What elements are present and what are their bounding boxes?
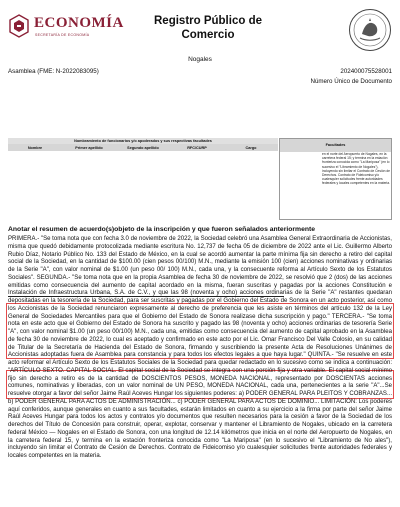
logo-text: ECONOMÍA	[34, 15, 124, 31]
section-title: Anotar el resumen de acuerdo(s)objeto de la inscripción y que fueron señalados anteriormente	[8, 226, 316, 233]
title-line-1: Registro Público de	[154, 15, 262, 27]
column-header: Segundo apellido	[127, 145, 159, 150]
document-number: 202400075528001	[340, 68, 392, 75]
logo-subtitle: SECRETARÍA DE ECONOMÍA	[35, 33, 90, 37]
page-title	[140, 14, 276, 42]
title-line-2: Comercio	[181, 29, 235, 41]
column-header: Facultades	[280, 139, 391, 152]
faculties-cell-text: en el norte del Aeropuerto de Nogales, en la carretera federal 15; y termina en la estación fronteriza conocida como "La Mariposa" (en lo sucesivo el "Libramiento de Nogales"), incluyendo sin limitar el Contrato de Cesión de Derechos. Contrato de Fideicomiso y/o cualesquier solicitudes frente autoridades federales y locales competentes en la materia.	[322, 152, 390, 186]
appointments-table-header	[8, 144, 278, 151]
economia-logo	[8, 10, 138, 46]
economia-emblem-icon	[8, 14, 30, 38]
document-number-label: Número Único de Documento	[310, 78, 392, 85]
assembly-reference: Asamblea (FME: N-2022083095)	[8, 68, 99, 75]
column-header: RFC/CURP	[187, 145, 207, 150]
resolution-body-text: PRIMERA.- "Se toma nota que con fecha 3.0 de noviembre de 2022, la Sociedad celebró una Asamblea General Extraordinaria de Accionistas, misma que quedó debidamente protocolizada mediante escritura No. 12,737 de fecha 05 de diciembre de 2022 ante el Lic. Guillermo Alberto Rubio Díaz, Notario Público No. 133 del Estado de México, en la cual se acordó aumentar la parte mínima fija sin derecho a retiro del capital social de la Sociedad, en la cantidad de $100.00 (cien pesos 00/100) M.N., mediante la emisión 100 (cien) acciones nominativas y ordinarias de la Serie "A", con valor nominal de $1.00 (un peso 00/ 100) M.N., cada una, y la consecuente reforma al Artículo Sexto de los Estatutos Sociales". SEGUNDA.- "Se toma nota que en la propia Asamblea de fecha 30 de noviembre de 2022, se resolvió que 2 (dos) de las acciones emitidas como consecuencia del aumento de capital acordado en la misma, fueran suscritas y pagadas por la acciones Constitución e Instalación de Infraestructura Urbana, S.A. de C.V., y que las 98 (noventa y ocho) acciones ordinarias de la Serie "A" restantes quedaran depositadas en la tesorería de la Sociedad, para ser suscritas y pagadas por el Gobierno del Estado de Sonora en un acto posterior, así como los Accionistas de la Sociedad renunciaron expresamente al derecho de preferencia que les asiste en términos del artículo 132 de la Ley General de Sociedades Mercantiles para que el Gobierno del Estado de Sonora realizase dicha suscripción y pago." TERCERA.- "Se toma nota en este acto que el Gobierno del Estado de Sonora ha suscrito y pagado las 98 (noventa y ocho) acciones ordinarias de tesorería Serie "A", con valor nominal $1.00 (un peso 00/100) M.N., cada una, emitidas como consecuencia del aumento de capital aprobado en la Asamblea de fecha 30 de noviembre de 2022, lo cual es aceptado y confirmado en este acto por el Lic. Omar Francisco Del Valle Colosio, en su calidad de Titular de la Secretaría de Hacienda del Estado de Sonora, firmando y suscribiendo la presente Acta de Resoluciones Unánimes de Accionistas adoptadas fuera de Asamblea para constancia y para todos los efectos legales a que haya lugar." QUINTA.- "Se resuelve en este acto reformar el Artículo Sexto de los Estatutos Sociales de la Sociedad para quedar redactado en lo sucesivo como se indica a continuación: "ARTÍCULO SEXTO. CAPITAL SOCIAL. El capital social de la Sociedad se integra con una porción fija y otra variable. El capital social mínimo fijo sin derecho a retiro es de la cantidad de DOSCIENTOS PESOS, MONEDA NACIONAL, representado por DOSCIENTAS acciones comunes, nominativas y liberadas, con un valor nominal de UN PESO, MONEDA NACIONAL, cada una, pertenecientes a la serie "A"...Se resuelve otorgar a favor del señor Jaime Raúl Aceves Hungar los siguientes poderes: a) PODER GENERAL PARA PLEITOS Y COBRANZAS... b) PODER GENERAL PARA ACTOS DE ADMINISTRACIÓN... c) PODER GENERAL PARA ACTOS DE DOMINIO... LIMITACIÓN: Los poderes aquí conferidos, aunque generales en cuanto a sus facultades, estarán limitados en cuanto a su ejercicio a la firma por parte del señor Jaime Raúl Aceves Hungar para todos los actos y contratos y/o documentos que resulten necesarios para la cesión a favor de la Sociedad de los derechos del Título de Concesión para construir, operar, explotar, conservar y mantener el Libramiento de Nogales, ubicado en la carretera federal México — Nogales en el Estado de Sonora, con una longitud de 12.14 kilómetros que inicia en el norte del Aeropuerto de Nogales, en la carretera federal 15, y termina en la estación fronteriza conocida como "La Mariposa" (en lo sucesivo el "Libramiento de No ales"), incluyendo sin limitar el Contrato de Cesión de Derechos. Contrato de Fideicomiso y/o cualesquier solicitudes frente autoridades federales y locales competentes en la materia.	[8, 236, 392, 459]
column-header: Cargo	[245, 145, 257, 150]
national-seal-icon	[348, 8, 392, 52]
appointments-table-title: Nombramiento de funcionarios y/o apoderados y sus respectivas facultades	[8, 138, 278, 144]
city-label: Nogales	[188, 56, 212, 63]
column-header: Nombre	[27, 145, 43, 150]
column-header: Primer apellido	[75, 145, 103, 150]
